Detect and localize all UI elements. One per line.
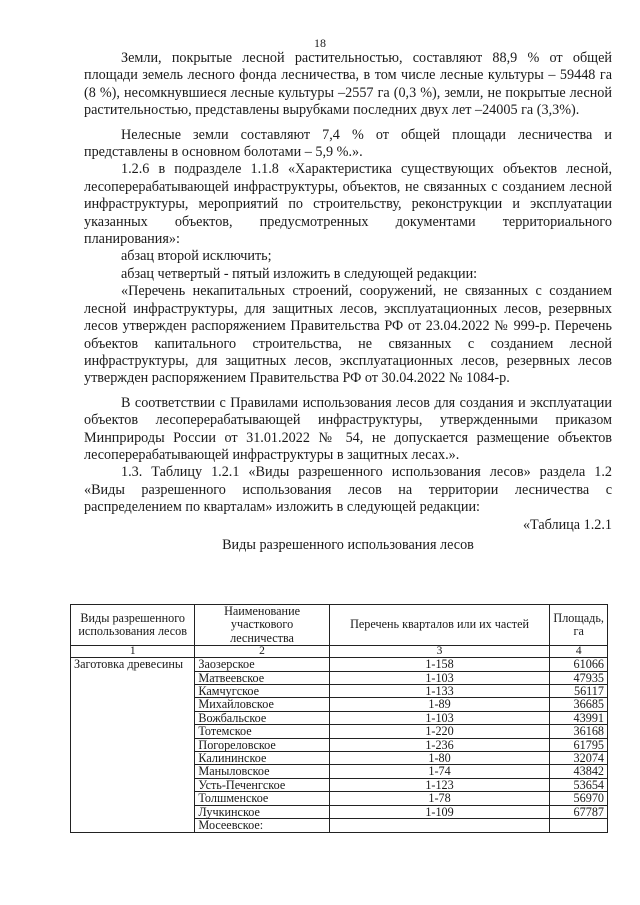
forestry-cell: Тотемское — [195, 725, 329, 738]
quarters-cell: 1-78 — [329, 792, 550, 805]
forestry-cell: Вожбальское — [195, 711, 329, 724]
column-number: 1 — [71, 646, 195, 658]
header-area: Площадь, га — [550, 605, 608, 646]
area-cell: 36168 — [550, 725, 608, 738]
header-forestry: Наименование участкового лесничества — [195, 605, 329, 646]
quarters-cell: 1-123 — [329, 778, 550, 791]
quarters-cell: 1-158 — [329, 658, 550, 671]
table-row — [71, 658, 608, 671]
quarters-cell: 1-109 — [329, 805, 550, 818]
quarters-cell: 1-74 — [329, 765, 550, 778]
forestry-cell: Усть-Печенгское — [195, 778, 329, 791]
paragraph-non-forest-lands: Нелесные земли составляют 7,4 % от общей площади лесничества и представлены в основном болотами – 5,9 %.». — [84, 126, 612, 161]
area-cell: 56117 — [550, 685, 608, 698]
column-number: 4 — [550, 646, 608, 658]
quarters-cell: 1-236 — [329, 738, 550, 751]
column-number: 3 — [329, 646, 550, 658]
forestry-cell: Матвеевское — [195, 671, 329, 684]
header-quarters: Перечень кварталов или их частей — [329, 605, 550, 646]
forestry-cell: Толшменское — [195, 792, 329, 805]
area-cell: 43842 — [550, 765, 608, 778]
page-number: 18 — [314, 36, 326, 50]
area-cell: 53654 — [550, 778, 608, 791]
column-number: 2 — [195, 646, 329, 658]
forestry-cell: Камчугское — [195, 685, 329, 698]
quarters-cell: 1-80 — [329, 752, 550, 765]
area-cell: 43991 — [550, 711, 608, 724]
area-cell: 47935 — [550, 671, 608, 684]
table-title: Виды разрешенного использования лесов — [222, 536, 474, 553]
forestry-cell: Мосеевское: — [195, 819, 329, 832]
area-cell — [550, 819, 608, 832]
paragraph-1-3: 1.3. Таблицу 1.2.1 «Виды разрешенного использования лесов» раздела 1.2 «Виды разрешенного использования лесов на территории лесничества с распределением по кварталам» изложить в следующей редакции: — [84, 464, 612, 516]
table-reference: «Таблица 1.2.1 — [522, 516, 612, 533]
area-cell: 36685 — [550, 698, 608, 711]
forestry-cell: Лучкинское — [195, 805, 329, 818]
quarters-cell: 1-103 — [329, 671, 550, 684]
column-number-row — [71, 646, 608, 658]
paragraph-remove-second: абзац второй исключить; — [121, 248, 272, 265]
area-cell: 61795 — [550, 738, 608, 751]
area-cell: 32074 — [550, 752, 608, 765]
paragraph-1-2-6: 1.2.6 в подразделе 1.1.8 «Характеристика существующих объектов лесной, лесоперерабатывающей инфраструктуры, объектов, не связанных с созданием лесной инфраструктуры, мероприятий по строительству, реконструкции и эксплуатации указанных объектов, предусмотренных документами территориального планирования»: — [84, 161, 612, 248]
paragraph-forest-lands: Земли, покрытые лесной растительностью, составляют 88,9 % от общей площади земель лесного фонда лесничества, в том числе лесные культуры – 59448 га (8 %), несомкнувшиеся лесные культуры –2557 га (0,3 %), земли, не покрытые лесной растительностью, представлены вырубками последних двух лет –24005 га (3,3%). — [84, 50, 612, 119]
quarters-cell: 1-133 — [329, 685, 550, 698]
paragraph-rules: В соответствии с Правилами использования лесов для создания и эксплуатации объектов лесоперерабатывающей инфраструктуры, утвержденными приказом Минприроды России от 31.01.2022 № 54, не допускается размещение объектов лесоперерабатывающей инфраструктуры в защитных лесах.». — [84, 394, 612, 463]
header-usage-type: Виды разрешенного использования лесов — [71, 605, 195, 646]
area-cell: 61066 — [550, 658, 608, 671]
document-body — [84, 50, 612, 554]
paragraph-list-structures: «Перечень некапитальных строений, сооружений, не связанных с созданием лесной инфраструктуры, для защитных лесов, эксплуатационных лесов, резервных лесов утвержден распоряжением Правительства РФ от 23.04.2022 № 999-р. Перечень объектов капитального строительства, не связанных с созданием лесной инфраструктуры, для защитных лесов, эксплуатационных лесов, резервных лесов утвержден распоряжением Правительства РФ от 30.04.2022 № 1084-р. — [84, 283, 612, 387]
usage-type-cell: Заготовка древесины — [71, 658, 195, 832]
quarters-cell: 1-220 — [329, 725, 550, 738]
forestry-cell: Михайловское — [195, 698, 329, 711]
area-cell: 56970 — [550, 792, 608, 805]
quarters-cell — [329, 819, 550, 832]
forestry-cell: Маныловское — [195, 765, 329, 778]
quarters-cell: 1-89 — [329, 698, 550, 711]
area-cell: 67787 — [550, 805, 608, 818]
forestry-cell: Заозерское — [195, 658, 329, 671]
paragraph-fourth-fifth: абзац четвертый - пятый изложить в следующей редакции: — [121, 265, 478, 282]
forestry-cell: Калининское — [195, 752, 329, 765]
quarters-cell: 1-103 — [329, 711, 550, 724]
forestry-cell: Погореловское — [195, 738, 329, 751]
table-header-row — [71, 605, 608, 646]
usage-table — [70, 604, 608, 833]
